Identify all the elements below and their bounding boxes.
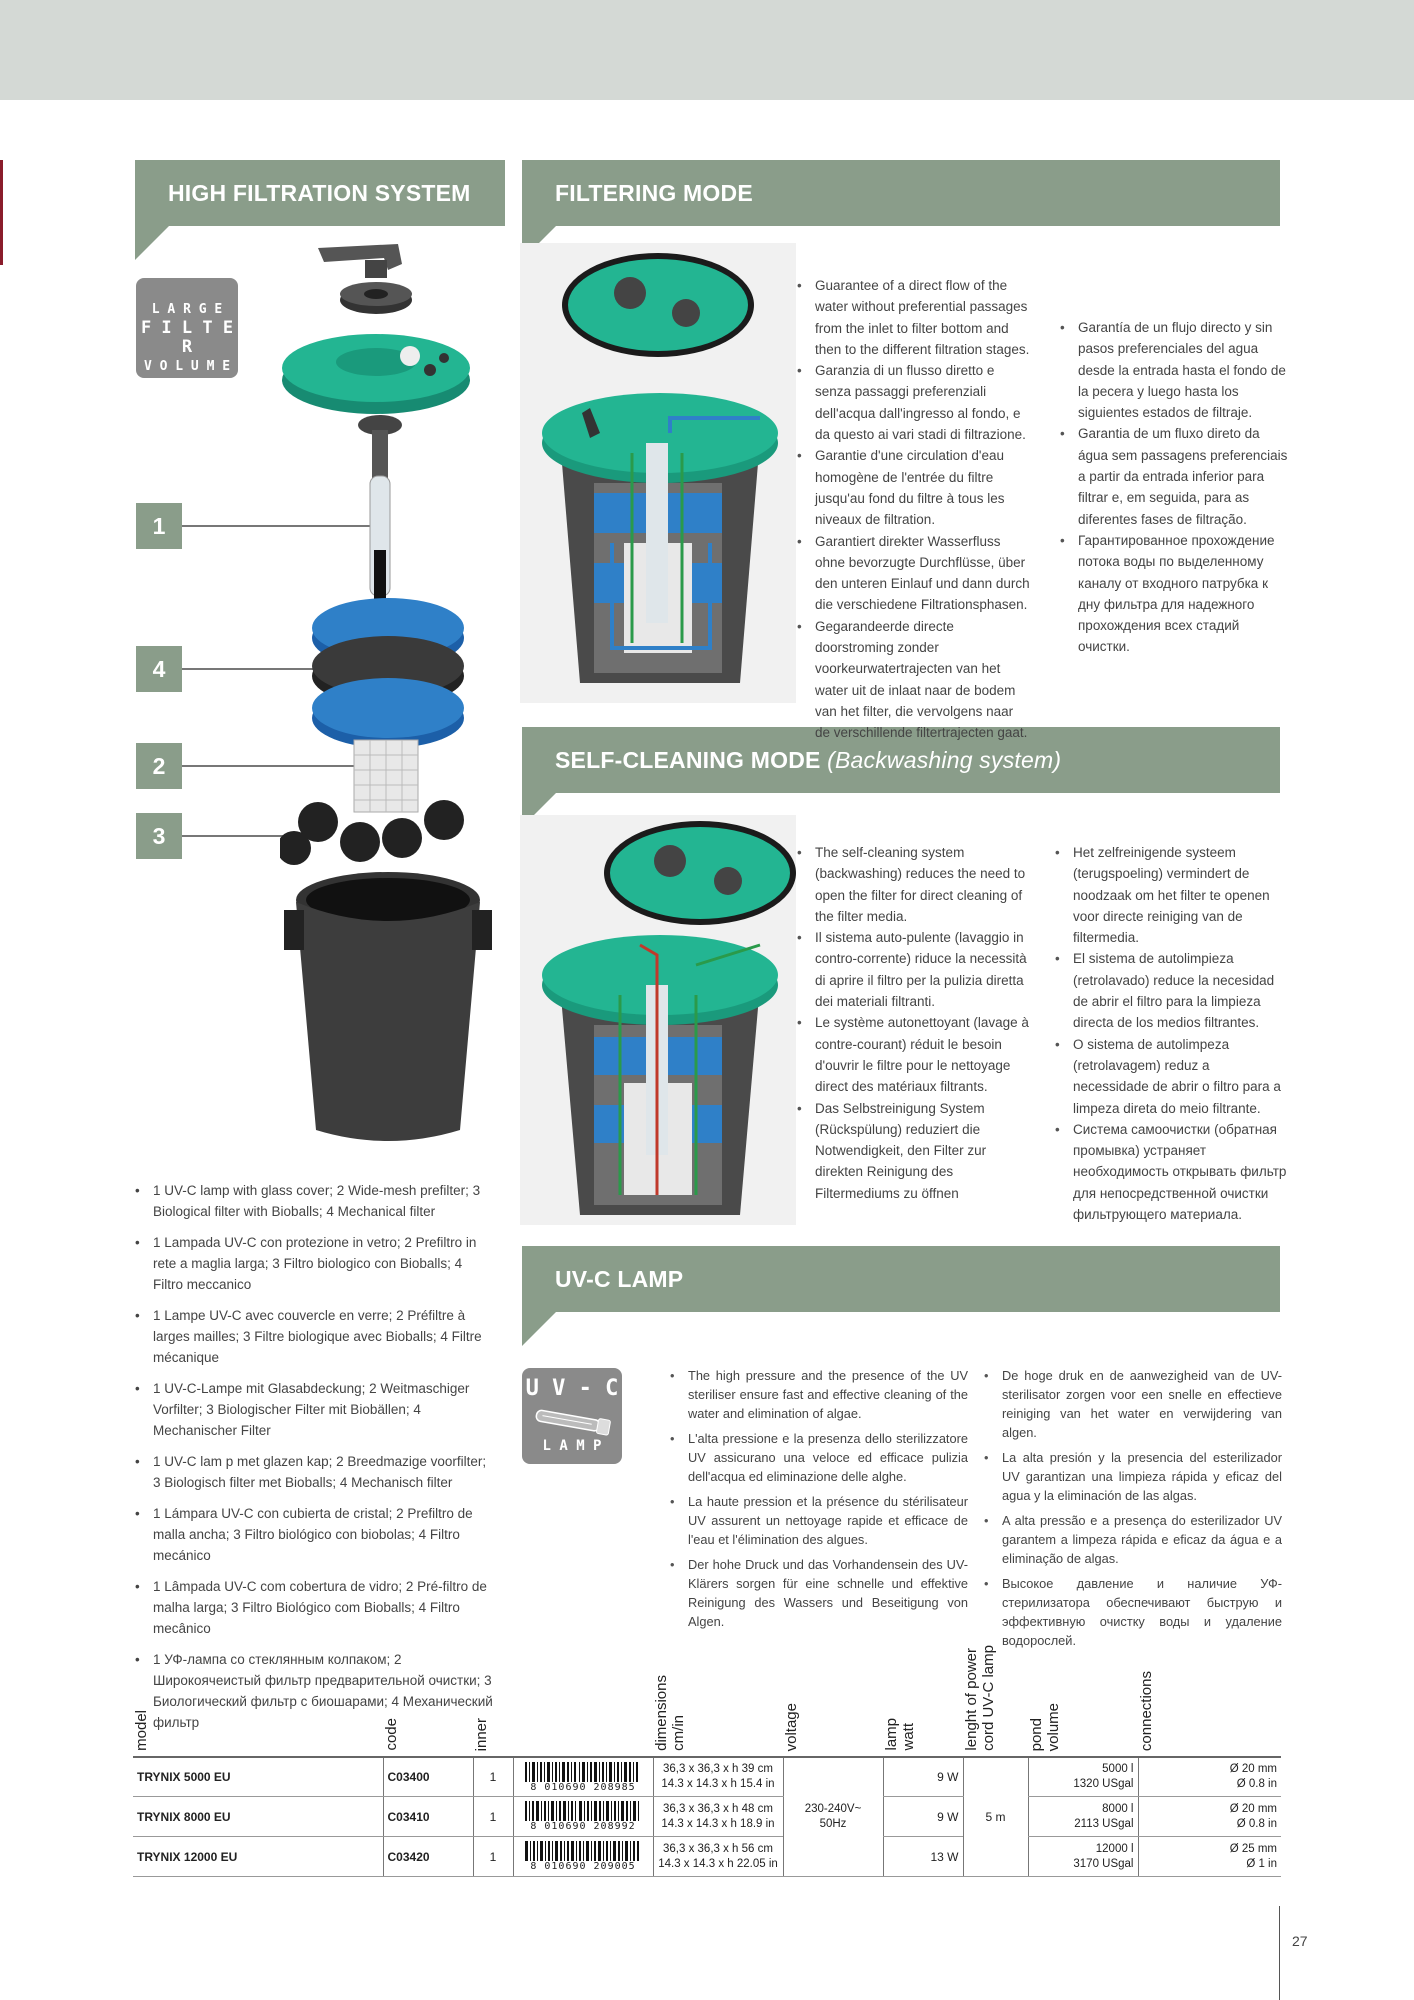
- barcode-number: 8 010690 209005: [530, 1861, 636, 1873]
- list-item: • Гарантированное прохождение потока воды по выделенному каналу от входного патрубка к дну фильтра для надежного прохождения всех стадий очистки.: [1058, 530, 1288, 658]
- col-header-model: model: [133, 1643, 383, 1757]
- cell-connections: Ø 20 mm Ø 0.8 in: [1138, 1757, 1281, 1797]
- list-item: • 1 UV-C lam p met glazen kap; 2 Breedmazige voorfilter; 3 Biologisch filter met Bioballs; 4 Mechanisch filter: [133, 1451, 493, 1493]
- list-item: • Il sistema auto-pulente (lavaggio in contro-corrente) riduce la necessità di aprire il filtro per la pulizia diretta dei materiali filtranti.: [795, 927, 1030, 1012]
- list-item: • Garanzia di un flusso diretto e senza passaggi preferenziali dell'acqua dall'ingresso al fondo, e da questo ai vari stadi di filtrazione.: [795, 360, 1030, 445]
- col-header-code: code: [383, 1643, 473, 1757]
- barcode-icon: [523, 1841, 643, 1861]
- side-marker: [0, 160, 3, 265]
- cell-dimensions: 36,3 x 36,3 x h 56 cm 14.3 x 14.3 x h 22.05 in: [653, 1837, 783, 1877]
- cell-watt: 13 W: [883, 1837, 963, 1877]
- list-item: • O sistema de autolimpeza (retrolavagem) reduz a necessidade de abrir o filtro para a limpeza direta do meio filtrante.: [1053, 1034, 1288, 1119]
- filtering-mode-image: [520, 243, 796, 703]
- section-title: UV-C LAMP: [555, 1266, 684, 1292]
- cell-pond-volume: 12000 l 3170 USgal: [1028, 1837, 1138, 1877]
- page-divider: [1279, 1906, 1280, 2000]
- page-number: 27: [1292, 1933, 1308, 1949]
- cell-code: C03410: [383, 1797, 473, 1837]
- cell-inner: 1: [473, 1757, 513, 1797]
- self-cleaning-text-col1: [795, 842, 1030, 1204]
- cell-connections: Ø 20 mm Ø 0.8 in: [1138, 1797, 1281, 1837]
- table-row: [133, 1837, 1281, 1877]
- barcode: [523, 1801, 643, 1832]
- section-header-filtering-mode: [522, 160, 1280, 226]
- table-header-row: [133, 1643, 1281, 1757]
- cell-barcode: [513, 1797, 653, 1837]
- barcode-icon: [523, 1801, 643, 1821]
- col-header-pond: pondvolume: [1028, 1643, 1138, 1757]
- list-item: • Het zelfreinigende systeem (terugspoeling) vermindert de noodzaak om het filter te openen voor directe reiniging van de filtermedia.: [1053, 842, 1288, 948]
- col-header-barcode: [513, 1643, 653, 1757]
- cell-dimensions: 36,3 x 36,3 x h 39 cm 14.3 x 14.3 x h 15.4 in: [653, 1757, 783, 1797]
- col-header-voltage: voltage: [783, 1643, 883, 1757]
- col-header-cord: lenght of powercord UV-C lamp: [963, 1643, 1028, 1757]
- section-header-high-filtration: [135, 160, 505, 226]
- cell-voltage: 230-240V~ 50Hz: [783, 1757, 883, 1877]
- badge-line: U V - C: [525, 1376, 619, 1401]
- list-item: • 1 UV-C-Lampe mit Glasabdeckung; 2 Weitmaschiger Vorfilter; 3 Biologischer Filter mit Biobällen; 4 Mechanischer Filter: [133, 1378, 493, 1441]
- list-item: • La alta presión y la presencia del esterilizador UV garantizan una limpieza rápida y eficaz del agua y la eliminación de las algas.: [982, 1448, 1282, 1505]
- section-title: FILTERING MODE: [555, 180, 753, 206]
- list-item: • L'alta pressione e la presenza dello sterilizzatore UV assicurano una veloce ed efficace pulizia dell'acqua ed eliminazione delle alghe.: [668, 1429, 968, 1486]
- callout-1: 1: [136, 503, 182, 549]
- list-item: • De hoge druk en de aanwezigheid van de UV-sterilisator zorgen voor een snelle en effectieve reiniging van het water en verwijdering van algen.: [982, 1366, 1282, 1442]
- list-item: • Garantia de um fluxo direto da água sem passagens preferenciais a partir da entrada inferior para filtrar e, em seguida, para as diferentes fases de filtração.: [1058, 423, 1288, 529]
- large-filter-volume-badge: [136, 278, 238, 378]
- table-row: [133, 1757, 1281, 1797]
- uvc-lamp-badge: [522, 1368, 622, 1464]
- cell-inner: 1: [473, 1837, 513, 1877]
- cell-pond-volume: 5000 l 1320 USgal: [1028, 1757, 1138, 1797]
- barcode: [523, 1841, 643, 1872]
- cell-barcode: [513, 1837, 653, 1877]
- exploded-filter-image: [280, 240, 500, 1160]
- uvc-text-col2: [982, 1366, 1282, 1656]
- list-item: • 1 Lampada UV-C con protezione in vetro; 2 Prefiltro in rete a maglia larga; 3 Filtro biologico con Bioballs; 4 Filtro meccanico: [133, 1232, 493, 1295]
- list-item: • The high pressure and the presence of the UV steriliser ensure fast and effective cleaning of the water and elimination of algae.: [668, 1366, 968, 1423]
- col-header-lamp: lampwatt: [883, 1643, 963, 1757]
- col-header-connections: connections: [1138, 1643, 1281, 1757]
- list-item: • The self-cleaning system (backwashing) reduces the need to open the filter for direct cleaning of the filter media.: [795, 842, 1030, 927]
- col-header-dimensions: dimensionscm/in: [653, 1643, 783, 1757]
- top-band: [0, 0, 1414, 100]
- col-header-inner: inner: [473, 1643, 513, 1757]
- section-title: HIGH FILTRATION SYSTEM: [168, 180, 471, 206]
- callout-2: 2: [136, 743, 182, 789]
- cell-cord: 5 m: [963, 1757, 1028, 1877]
- section-title-sub: (Backwashing system): [827, 747, 1062, 773]
- list-item: • Guarantee of a direct flow of the water without preferential passages from the inlet to filter bottom and then to the different filtration stages.: [795, 275, 1030, 360]
- cell-barcode: [513, 1757, 653, 1797]
- list-item: • 1 УФ-лампа со стеклянным колпаком; 2 Широкоячеистый фильтр предварительной очистки; 3 Биологический фильтр с биошарами; 4 Механический фильтр: [133, 1649, 493, 1733]
- filtering-text-col1: [795, 275, 1030, 744]
- list-item: • Garantie d'une circulation d'eau homogène de l'entrée du filtre jusqu'au fond du filtre à tous les niveaux de filtration.: [795, 445, 1030, 530]
- filtering-text-col2: [1058, 317, 1288, 658]
- table-row: [133, 1797, 1281, 1837]
- section-title-main: SELF-CLEANING MODE: [555, 747, 821, 773]
- uv-lamp-icon: [532, 1406, 614, 1436]
- list-item: • Garantiert direkter Wasserfluss ohne bevorzugte Durchflüsse, über den unteren Einlauf und dann durch die verschiedene Filtrationsphasen.: [795, 531, 1030, 616]
- cell-model: TRYNIX 12000 EU: [133, 1837, 383, 1877]
- list-item: • Система самоочистки (обратная промывка) устраняет необходимость открывать фильтр для непосредственной очистки фильтрующего материала.: [1053, 1119, 1288, 1225]
- spec-table: [133, 1643, 1281, 1877]
- cell-watt: 9 W: [883, 1757, 963, 1797]
- cell-code: C03400: [383, 1757, 473, 1797]
- cell-model: TRYNIX 8000 EU: [133, 1797, 383, 1837]
- cell-pond-volume: 8000 l 2113 USgal: [1028, 1797, 1138, 1837]
- barcode: [523, 1762, 643, 1793]
- callout-3: 3: [136, 813, 182, 859]
- list-item: • 1 Lampe UV-C avec couvercle en verre; 2 Préfiltre à larges mailles; 3 Filtre biologique avec Bioballs; 4 Filtre mécanique: [133, 1305, 493, 1368]
- cell-code: C03420: [383, 1837, 473, 1877]
- list-item: • 1 Lámpara UV-C con cubierta de cristal; 2 Prefiltro de malla ancha; 3 Filtro biológico con biobolas; 4 Filtro mecánico: [133, 1503, 493, 1566]
- badge-line: L A M P: [542, 1438, 602, 1454]
- section-header-uvc: [522, 1246, 1280, 1312]
- uvc-text-col1: [668, 1366, 968, 1637]
- cell-watt: 9 W: [883, 1797, 963, 1837]
- section-title: [555, 747, 1061, 774]
- badge-line: F I L T E R: [140, 318, 234, 357]
- badge-line: L A R G E: [151, 302, 223, 317]
- self-cleaning-image: [520, 815, 796, 1225]
- list-item: • Der hohe Druck und das Vorhandensein des UV-Klärers sorgen für eine schnelle und effektive Reinigung des Wassers und Beseitigung von Algen.: [668, 1555, 968, 1631]
- header-tab: [135, 226, 169, 260]
- barcode-icon: [523, 1762, 643, 1782]
- list-item: • Garantía de un flujo directo y sin pasos preferenciales del agua desde la entrada hasta el fondo de la pecera y luego hasta los siguientes estados de filtraje.: [1058, 317, 1288, 423]
- list-item: • A alta pressão e a presença do esterilizador UV garantem a limpeza rápida e eficaz da água e a eliminação de algas.: [982, 1511, 1282, 1568]
- cell-model: TRYNIX 5000 EU: [133, 1757, 383, 1797]
- header-tab: [522, 1312, 556, 1346]
- cell-inner: 1: [473, 1797, 513, 1837]
- list-item: • Gegarandeerde directe doorstroming zonder voorkeurwatertrajecten van het water uit de inlaat naar de bodem van het filter, die vervolgens naar de verschillende filtertrajecten gaat.: [795, 616, 1030, 744]
- list-item: • El sistema de autolimpieza (retrolavado) reduce la necesidad de abrir el filtro para la limpieza directa de los medios filtrantes.: [1053, 948, 1288, 1033]
- self-cleaning-text-col2: [1053, 842, 1288, 1225]
- barcode-number: 8 010690 208985: [530, 1781, 636, 1793]
- cell-connections: Ø 25 mm Ø 1 in: [1138, 1837, 1281, 1877]
- cell-dimensions: 36,3 x 36,3 x h 48 cm 14.3 x 14.3 x h 18.9 in: [653, 1797, 783, 1837]
- list-item: • 1 UV-C lamp with glass cover; 2 Wide-mesh prefilter; 3 Biological filter with Bioballs; 4 Mechanical filter: [133, 1180, 493, 1222]
- list-item: • La haute pression et la présence du stérilisateur UV assurent un nettoyage rapide et efficace de l'eau et l'élimination des algues.: [668, 1492, 968, 1549]
- callout-4: 4: [136, 646, 182, 692]
- badge-line: V O L U M E: [143, 359, 231, 374]
- list-item: • Высокое давление и наличие УФ-стерилизатора обеспечивают быструю и эффективную очистку воды и удаление водорослей.: [982, 1574, 1282, 1650]
- list-item: • 1 Lâmpada UV-C com cobertura de vidro; 2 Pré-filtro de malha larga; 3 Filtro Biológico com Bioballs; 4 Filtro mecânico: [133, 1576, 493, 1639]
- list-item: • Das Selbstreinigung System (Rückspülung) reduziert die Notwendigkeit, den Filter zur direkten Reinigung des Filtermediums zu öffnen: [795, 1098, 1030, 1204]
- list-item: • Le système autonettoyant (lavage à contre-courant) réduit le besoin d'ouvrir le filtre pour le nettoyage direct des matériaux filtrants.: [795, 1012, 1030, 1097]
- barcode-number: 8 010690 208992: [530, 1821, 636, 1833]
